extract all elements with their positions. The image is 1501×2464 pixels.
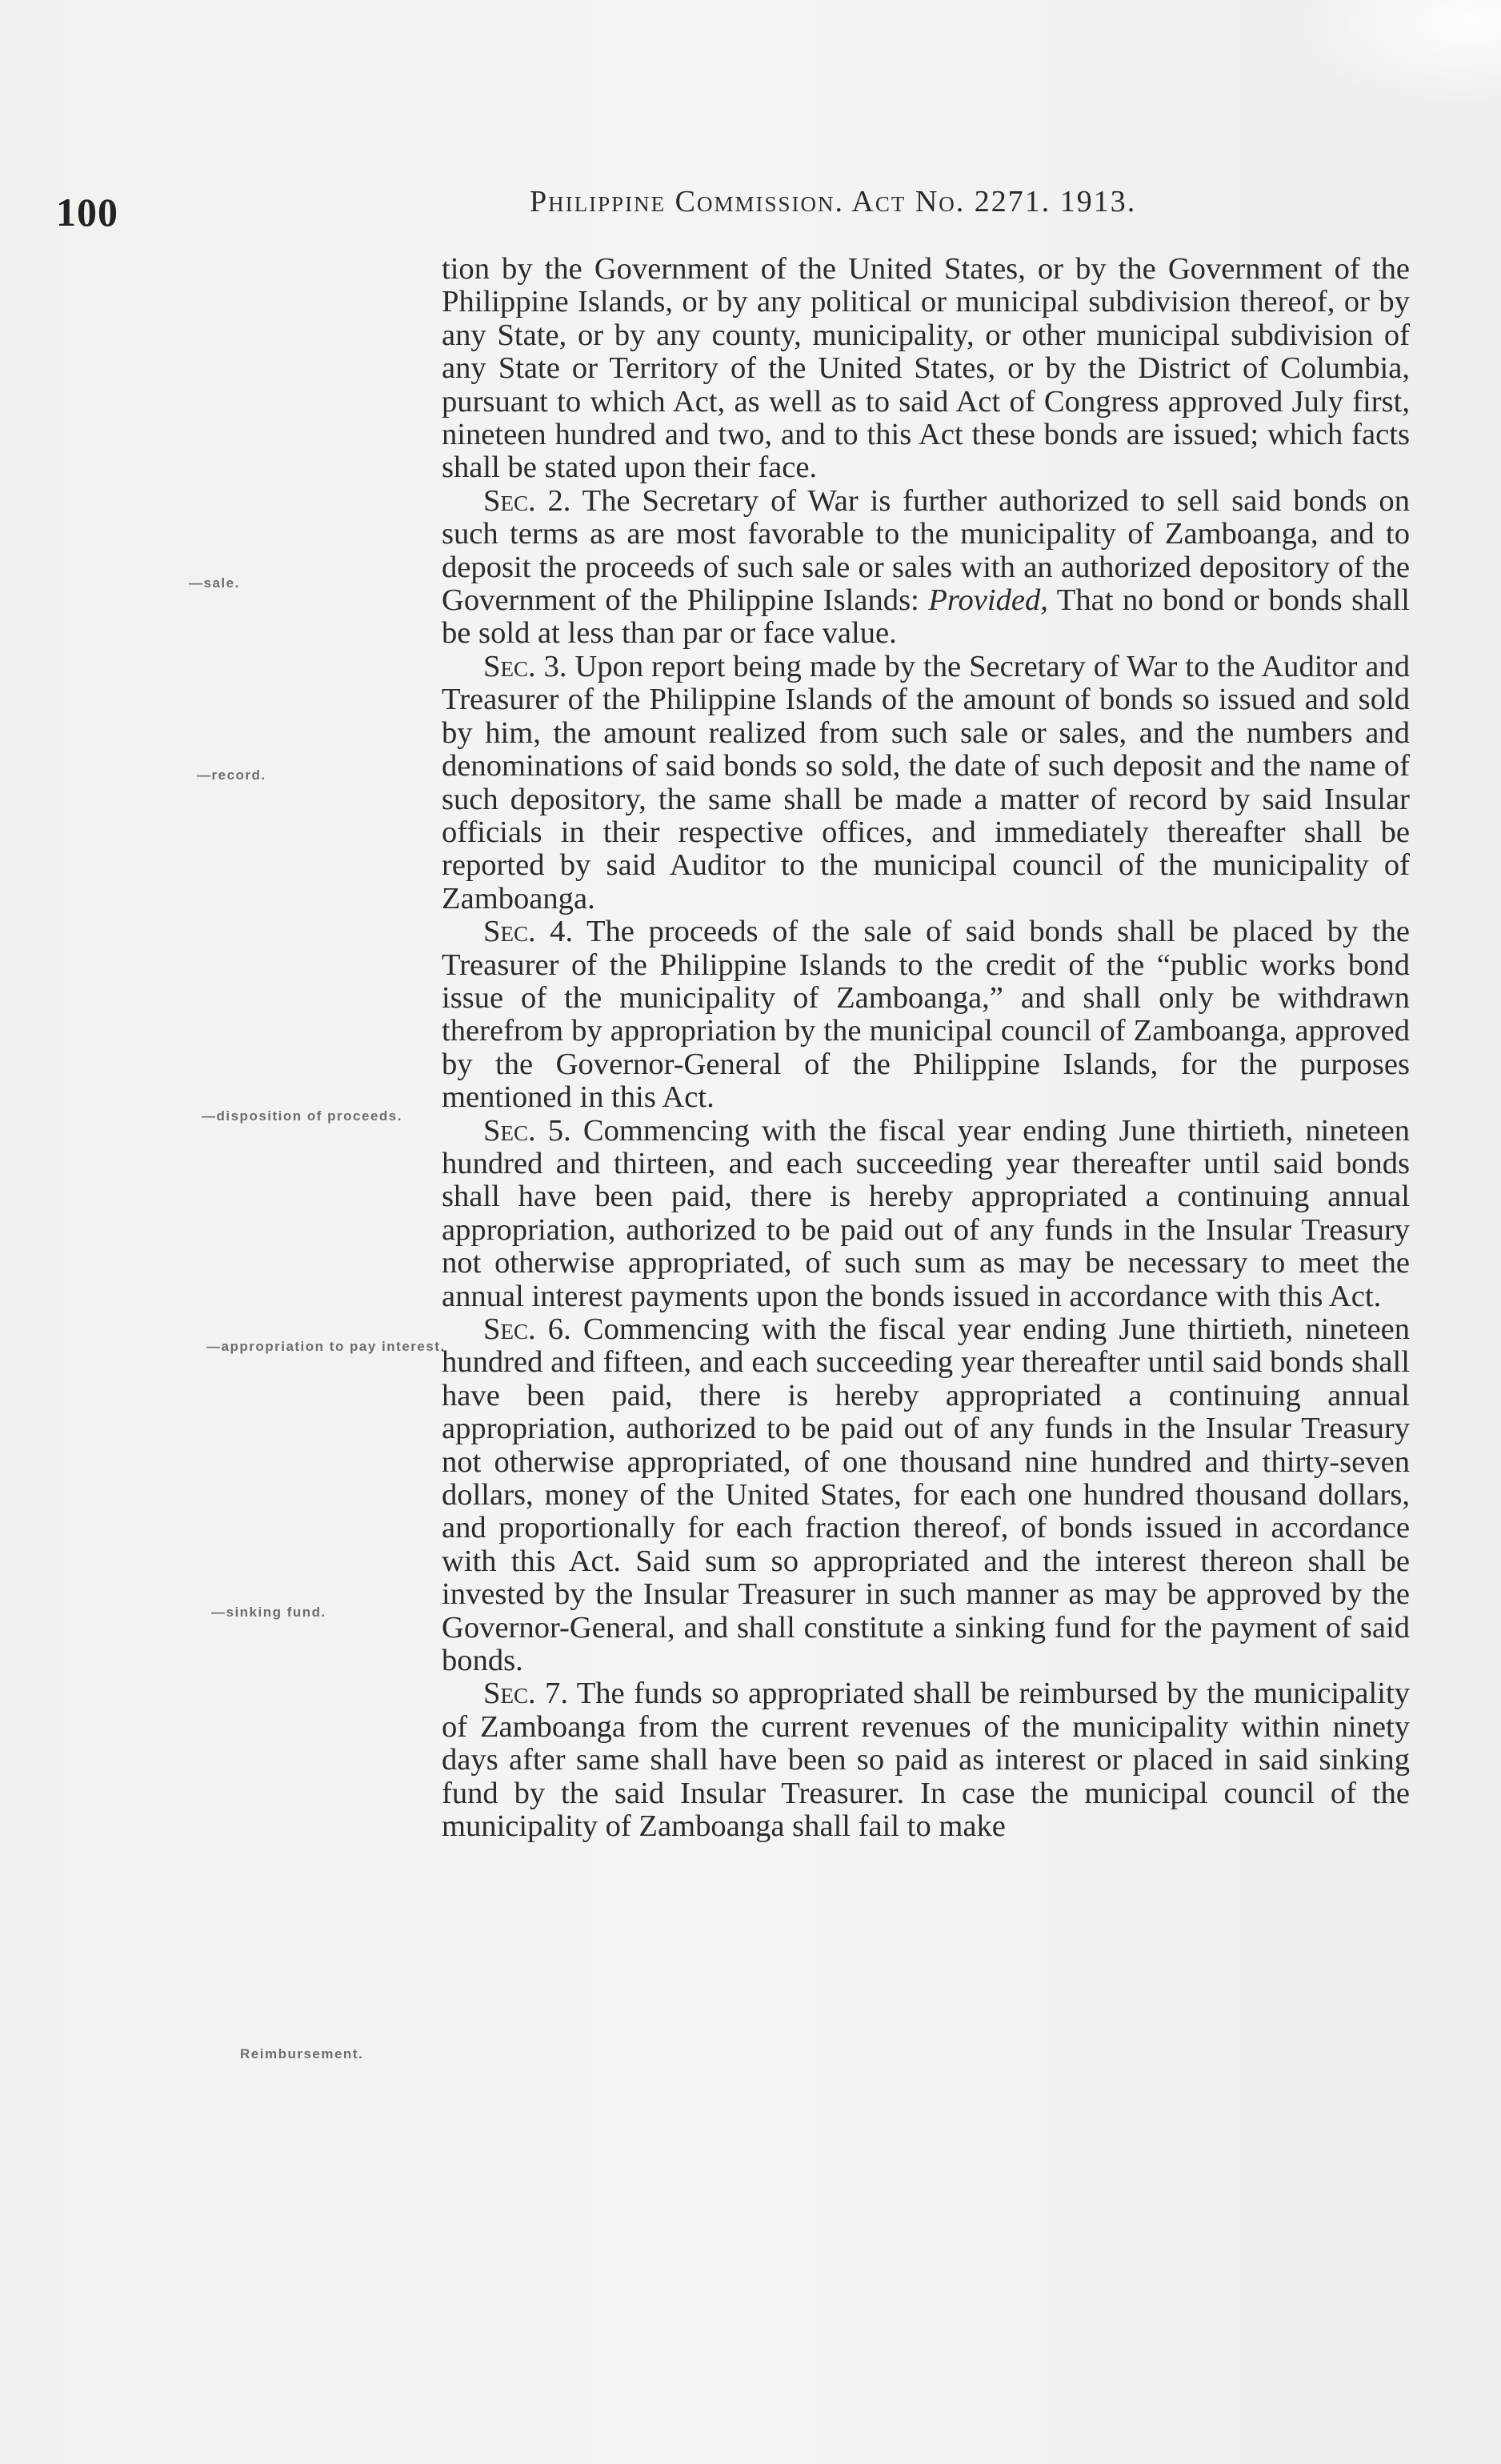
section-label: Sec. 4. (483, 915, 574, 949)
section-label: Sec. 6. (483, 1312, 571, 1346)
section-label: Sec. 3. (483, 649, 567, 683)
scan-artifact (1293, 0, 1501, 112)
section-3 (442, 651, 1410, 915)
section-7 (442, 1677, 1410, 1843)
section-4 (442, 915, 1410, 1114)
running-head: Philippine Commission. Act No. 2271. 1913. (530, 185, 1137, 218)
margin-note-appropriation: —appropriation to pay interest. (206, 1339, 446, 1354)
section-2 (442, 485, 1410, 651)
section-text: Commencing with the fiscal year ending June thirtieth, nineteen hundred and thirteen, and each succeeding year thereafter until said bonds shall have been paid, there is hereby appropriated a continuing annual appropriation, authorized to be paid out of any funds in the Insular Treasury not otherwise appropriated, of such sum as may be necessary to meet the annual interest payments upon the bonds issued in accordance with this Act. (442, 1113, 1410, 1313)
section-label: Sec. 2. (483, 483, 571, 518)
margin-note-reimbursement: Reimbursement. (240, 2046, 364, 2061)
margin-note-sinking-fund: —sinking fund. (211, 1605, 326, 1620)
section-text: Commencing with the fiscal year ending June thirtieth, nineteen hundred and fifteen, and each succeeding year thereafter until said bonds shall have been paid, there is hereby appropriated a continuing annual appropriation, authorized to be paid out of any funds in the Insular Treasury not otherwise appropriated, of one thousand nine hundred and thirty-seven dollars, money of the United States, for each one hundred thousand dollars, and proportionally for each fraction thereof, of bonds issued in accordance with this Act. Said sum so appropriated and the interest thereon shall be invested by the Insular Treasurer in such manner as may be approved by the Governor-General, and shall constitute a sinking fund for the payment of said bonds. (442, 1312, 1410, 1678)
body-text (442, 253, 1410, 1844)
section-6 (442, 1313, 1410, 1677)
section-5 (442, 1115, 1410, 1313)
section-text: That no bond or bonds shall be sold at less than par or face value. (442, 583, 1410, 651)
page-number: 100 (56, 190, 118, 234)
proviso-word: Provided, (928, 583, 1048, 618)
section-text: The funds so appropriated shall be reimbursed by the municipality of Zamboanga from the current revenues of the municipality within ninety days after same shall have been so paid as interest or placed in said sinking fund by the said Insular Treasurer. In case the municipal council of the municipality of Zamboanga shall fail to make (442, 1677, 1410, 1844)
margin-note-disposition: —disposition of proceeds. (202, 1108, 402, 1124)
margin-note-record: —record. (197, 767, 266, 783)
section-label: Sec. 5. (483, 1113, 571, 1148)
margin-note-sale: —sale. (189, 575, 240, 591)
paragraph-continuation: tion by the Government of the United States, or by the Government of the Philippine Islands, or by any political or municipal subdivision thereof, or by any State, or by any county, municipality, or other municipal subdivision of any State or Territory of the United States, or by the District of Columbia, pursuant to which Act, as well as to said Act of Congress approved July first, nineteen hundred and two, and to this Act these bonds are issued; which facts shall be stated upon their face. (442, 252, 1410, 485)
section-text: The Secretary of War is further authorized to sell said bonds on such terms as are most favorable to the municipality of Zamboanga, and to deposit the proceeds of such sale or sales with an authorized depository of the Government of the Philippine Islands: (442, 483, 1410, 618)
section-text: The proceeds of the sale of said bonds shall be placed by the Treasurer of the Philippine Islands to the credit of the “public works bond issue of the municipality of Zamboanga,” and shall only be withdrawn therefrom by appropriation by the municipal council of Zamboanga, approved by the Governor-General of the Philippine Islands, for the purposes mentioned in this Act. (442, 915, 1410, 1115)
section-label: Sec. 7. (483, 1677, 568, 1711)
section-text: Upon report being made by the Secretary of War to the Auditor and Treasurer of the Philippine Islands of the amount of bonds so issued and sold by him, the amount realized from such sale or sales, and the numbers and denominations of said bonds so sold, the date of such deposit and the name of such depository, the same shall be made a matter of record by said Insular officials in their respective offices, and immediately thereafter shall be reported by said Auditor to the municipal council of the municipality of Zamboanga. (442, 649, 1410, 915)
